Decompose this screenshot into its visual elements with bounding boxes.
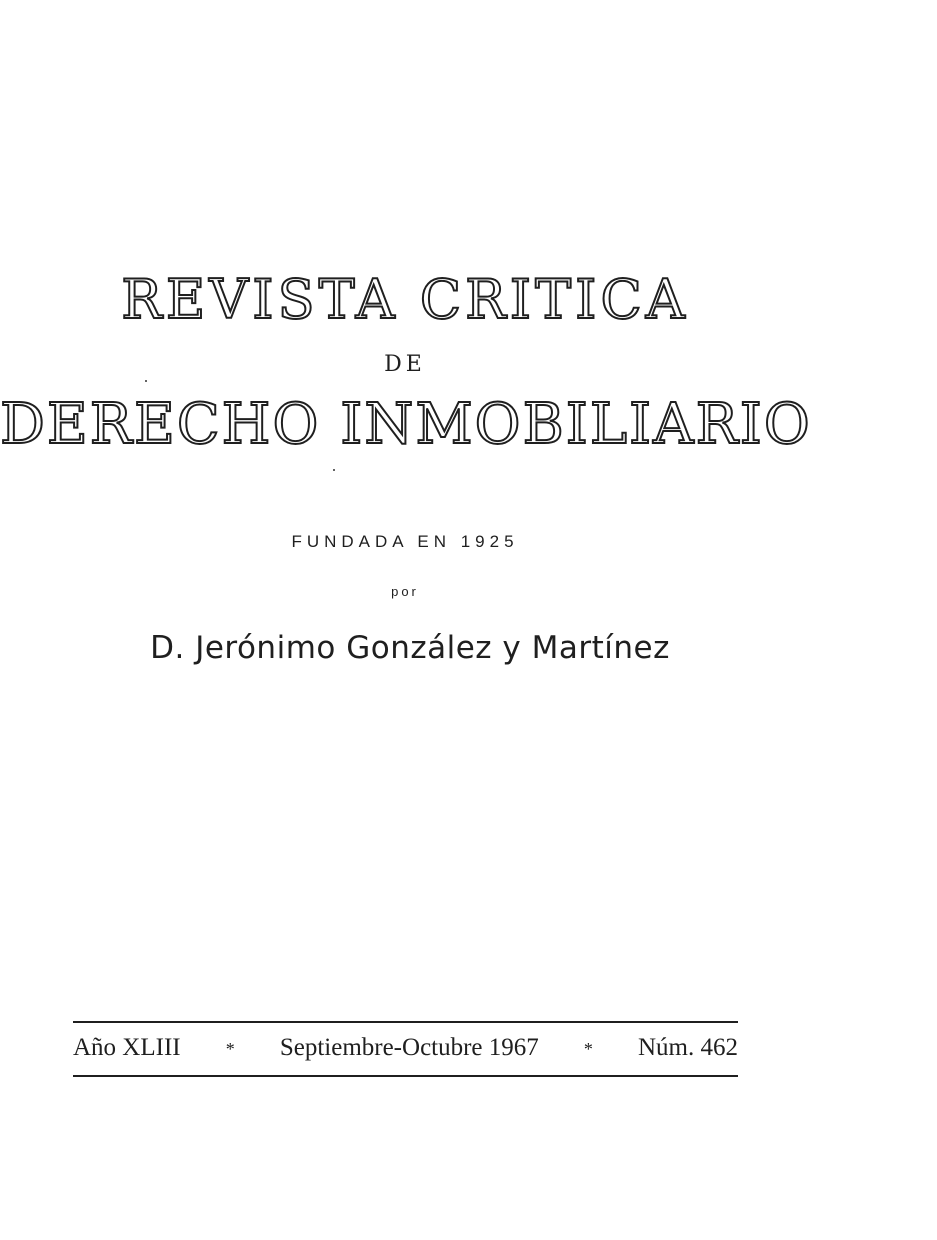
issue-info-bar (73, 1034, 738, 1070)
issue-rule-top (73, 1021, 738, 1023)
journal-title-line-1: REVISTA CRITICA (121, 268, 689, 331)
issue-year: Año XLIII (73, 1034, 181, 1061)
founder-name: D. Jerónimo González y Martínez (150, 630, 670, 666)
separator-asterisk: * (583, 1039, 593, 1059)
separator-asterisk: * (225, 1039, 235, 1059)
print-speck (145, 380, 147, 382)
issue-number: Núm. 462 (638, 1034, 738, 1061)
founded-line: FUNDADA EN 1925 (291, 532, 519, 551)
issue-period: Septiembre-Octubre 1967 (279, 1034, 539, 1061)
journal-title-line-2: DERECHO INMOBILIARIO (0, 392, 812, 457)
by-line: por (391, 584, 419, 599)
issue-rule-bottom (73, 1075, 738, 1077)
journal-title-connector: DE (384, 352, 426, 377)
print-speck (333, 469, 335, 471)
